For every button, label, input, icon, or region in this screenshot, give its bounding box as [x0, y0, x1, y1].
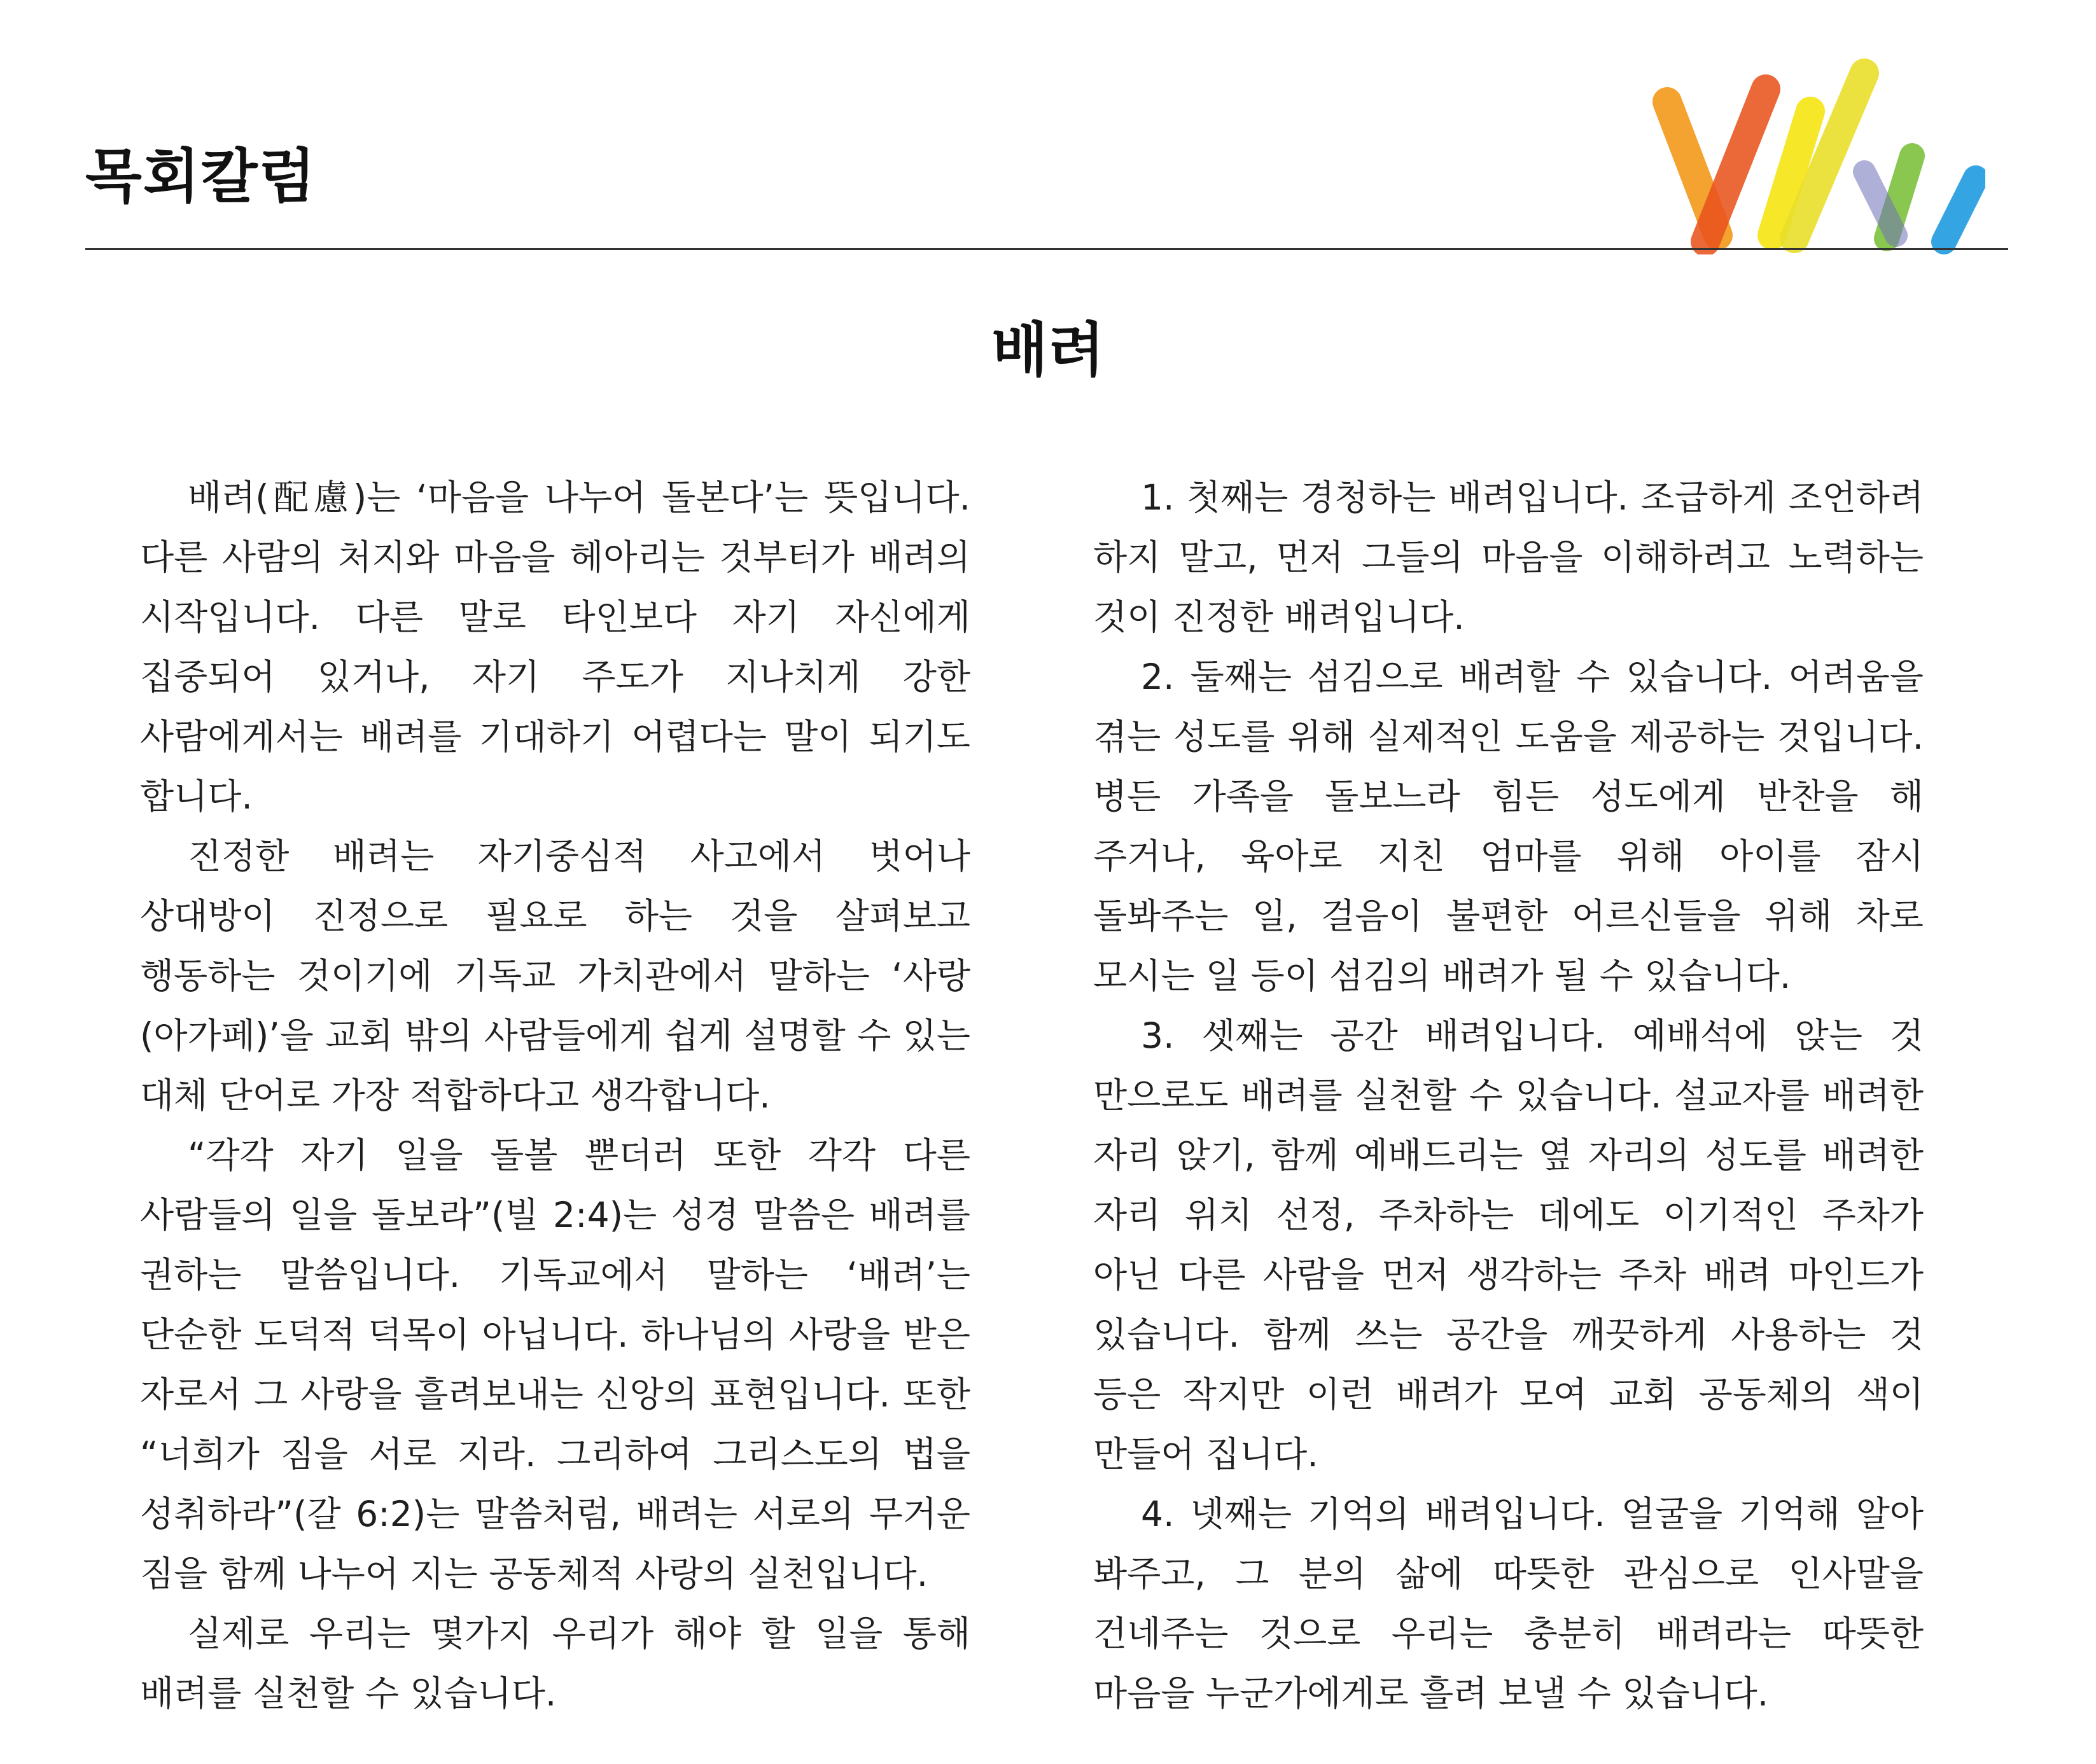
- section-label: 목회칼럼: [85, 142, 317, 211]
- colorful-stroke-logo-icon: [1629, 45, 1985, 254]
- left-paragraph-1: 배려(配慮)는 ‘마음을 나누어 돌본다’는 뜻입니다. 다른 사람의 처지와 마음을 헤아리는 것부터가 배려의 시작입니다. 다른 말로 타인보다 자기 자신에게 집중되어 있거나, 자기 주도가 지나치게 강한 사람에게서는 배려를 기대하기 어렵다는 말이 되기도 합니다.: [140, 477, 970, 817]
- right-column: [1093, 468, 1924, 1723]
- left-paragraph-2: 진정한 배려는 자기중심적 사고에서 벗어나 상대방이 진정으로 필요로 하는 것을 살펴보고 행동하는 것이기에 기독교 가치관에서 말하는 ‘사랑(아가페)’을 교회 밖의 사람들에게 쉽게 설명할 수 있는 대체 단어로 가장 적합하다고 생각합니다.: [140, 836, 970, 1116]
- left-paragraph-3: “각각 자기 일을 돌볼 뿐더러 또한 각각 다른 사람들의 일을 돌보라”(빌 2:4)는 성경 말씀은 배려를 권하는 말씀입니다. 기독교에서 말하는 ‘배려’는 단순한 도덕적 덕목이 아닙니다. 하나님의 사랑을 받은 자로서 그 사랑을 흘려보내는 신앙의 표현입니다. 또한 “너희가 짐을 서로 지라. 그리하여 그리스도의 법을 성취하라”(갈 6:2)는 말씀처럼, 배려는 서로의 무거운 짐을 함께 나누어 지는 공동체적 사랑의 실천입니다.: [140, 1135, 970, 1594]
- logo-stroke-orange-right: [1705, 89, 1766, 242]
- left-paragraph-4: 실제로 우리는 몇가지 우리가 해야 할 일을 통해 배려를 실천할 수 있습니다.: [140, 1613, 970, 1714]
- article-title: 배려: [991, 316, 1105, 384]
- right-paragraph-3: 3. 셋째는 공간 배려입니다. 예배석에 앉는 것 만으로도 배려를 실천할 수 있습니다. 설교자를 배려한 자리 앉기, 함께 예배드리는 옆 자리의 성도를 배려한 자리 위치 선정, 주차하는 데에도 이기적인 주차가 아닌 다른 사람을 먼저 생각하는 주차 배려 마인드가 있습니다. 함께 쓰는 공간을 깨끗하게 사용하는 것 등은 작지만 이런 배려가 모여 교회 공동체의 색이 만들어 집니다.: [1093, 1015, 1924, 1475]
- header-divider: [85, 248, 2008, 250]
- logo-stroke-blue: [1944, 178, 1976, 242]
- right-paragraph-1: 1. 첫째는 경청하는 배려입니다. 조급하게 조언하려 하지 말고, 먼저 그들의 마음을 이해하려고 노력하는 것이 진정한 배려입니다.: [1093, 477, 1924, 637]
- right-paragraph-2: 2. 둘째는 섬김으로 배려할 수 있습니다. 어려움을 겪는 성도를 위해 실제적인 도움을 제공하는 것입니다. 병든 가족을 돌보느라 힘든 성도에게 반찬을 해 주거나, 육아로 지친 엄마를 위해 아이를 잠시 돌봐주는 일, 걸음이 불편한 어르신들을 위해 차로 모시는 일 등이 섬김의 배려가 될 수 있습니다.: [1093, 656, 1924, 996]
- left-column: [140, 468, 970, 1723]
- right-paragraph-4: 4. 넷째는 기억의 배려입니다. 얼굴을 기억해 알아 봐주고, 그 분의 삶에 따뜻한 관심으로 인사말을 건네주는 것으로 우리는 충분히 배려라는 따뜻한 마음을 누군가에게로 흘려 보낼 수 있습니다.: [1093, 1494, 1924, 1714]
